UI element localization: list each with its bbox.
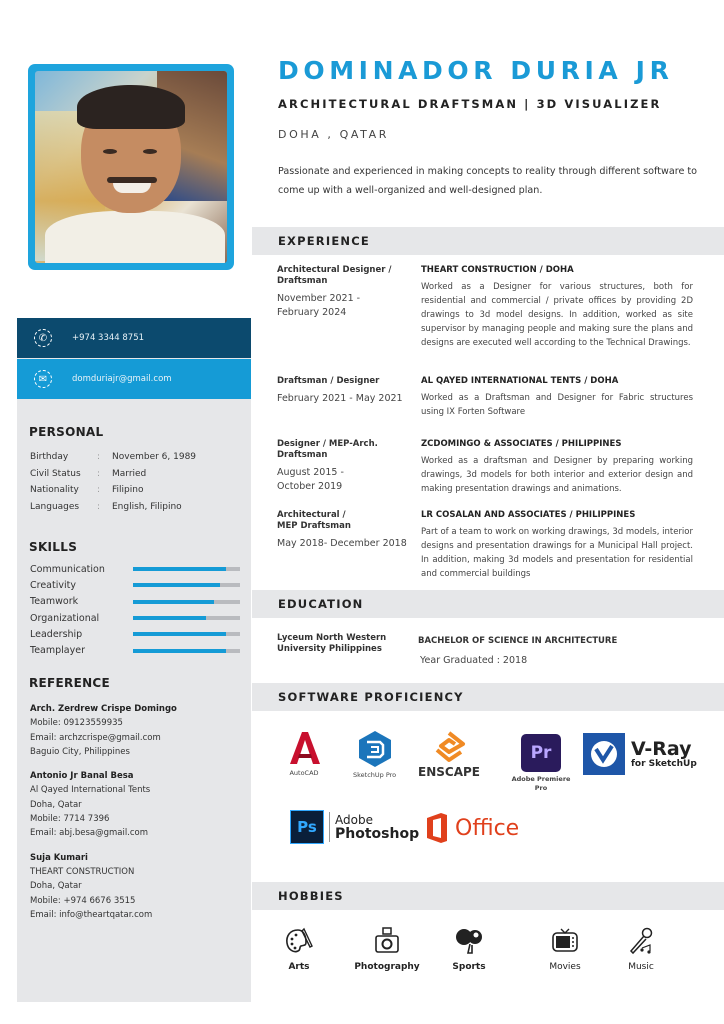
experience-heading: EXPERIENCE [278,234,370,248]
skill-bar [133,632,240,636]
reference-line: THEART CONSTRUCTION [30,866,135,877]
hobby-label: Arts [288,962,310,972]
reference-entry [30,702,177,759]
education-heading: EDUCATION [278,597,364,611]
skill-name: Teamplayer [30,645,85,657]
hobbies-section-header [252,882,724,910]
candidate-title: ARCHITECTURAL DRAFTSMAN | 3D VISUALIZER [278,97,662,111]
experience-role: Designer / MEP-Arch. Draftsman [277,439,378,460]
experience-entry [277,510,717,581]
experience-company: THEART CONSTRUCTION / DOHA [421,265,574,275]
experience-company: ZCDOMINGO & ASSOCIATES / PHILIPPINES [421,439,622,449]
experience-role: Architectural Designer / Draftsman [277,265,392,286]
phone-number[interactable]: +974 3344 8751 [72,333,145,343]
software-label: Adobe Premiere Pro [511,775,571,792]
skill-name: Leadership [30,628,83,640]
personal-list [30,449,196,515]
separator: : [97,485,101,496]
experience-dates: February 2021 - May 2021 [277,393,403,404]
phone-icon: ✆ [34,329,52,347]
skill-bar [133,649,240,653]
software-label: AutoCAD [289,769,319,777]
skill-bar-fill [133,600,214,604]
education-section-header [252,590,724,618]
hobby-music [606,926,676,972]
personal-row [30,449,196,466]
skill-bar-fill [133,649,226,653]
personal-value: English, Filipino [112,501,182,512]
autocad-logo-icon [286,730,322,766]
software-label: V-Ray [631,738,692,760]
sketchup-logo-icon [356,730,394,768]
skill-name: Communication [30,563,105,575]
skill-bar [133,567,240,571]
palette-icon [284,926,314,956]
hobby-label: Photography [354,962,420,972]
reference-heading: REFERENCE [29,676,111,690]
experience-section-header [252,227,724,255]
software-label: ENSCAPE [418,765,480,779]
software-photoshop [290,810,419,844]
software-label: SketchUp Pro [353,771,397,779]
personal-value: November 6, 1989 [112,452,197,463]
software-label: Office [455,815,520,841]
reference-name: Arch. Zerdrew Crispe Domingo [30,704,177,714]
reference-line: Mobile: +974 6676 3515 [30,895,136,906]
skills-heading: SKILLS [29,540,78,554]
experience-entry [277,439,717,496]
contact-email-row [17,359,251,399]
software-heading: SOFTWARE PROFICIENCY [278,690,464,704]
tv-icon [550,926,580,956]
software-sublabel: for SketchUp [631,759,697,769]
skill-row [30,642,240,658]
skill-name: Creativity [30,579,76,591]
experience-company: LR COSALAN AND ASSOCIATES / PHILIPPINES [421,510,636,520]
personal-label: Nationality [30,485,79,496]
experience-description: Worked as a Draftsman and Designer for Fabric structures using IX Forten Software [421,393,693,417]
separator: : [97,452,101,463]
software-label: Adobe [335,813,373,827]
skill-row [30,626,240,642]
candidate-name: DOMINADOR DURIA JR [278,56,674,85]
skill-bar [133,583,240,587]
reference-name: Antonio Jr Banal Besa [30,771,134,782]
software-enscape [418,730,480,777]
personal-row [30,482,196,499]
experience-entry [277,265,717,350]
reference-entry [30,851,177,922]
skill-row [30,610,240,626]
reference-line: Doha, Qatar [30,881,82,892]
software-sublabel: Photoshop [335,826,420,842]
experience-dates: May 2018- December 2018 [277,538,407,549]
personal-row [30,466,196,483]
reference-line: Al Qayed International Tents [30,785,151,796]
separator: : [97,468,101,479]
contact-phone-row [17,318,251,358]
experience-role: Draftsman / Designer [277,376,380,386]
experience-dates: November 2021 - February 2024 [277,293,361,318]
reference-list [30,702,177,932]
hobby-arts [264,926,334,972]
skill-name: Teamwork [30,596,79,608]
profile-photo [35,71,227,263]
personal-value: Filipino [112,485,144,496]
skill-bar-fill [133,567,226,571]
experience-description: Worked as a draftsman and Designer by preparing working drawings, 3d models for both interior and exterior design and making presentation drawings and animations. [421,456,693,494]
reference-name: Suja Kumari [30,852,88,863]
skill-row [30,594,240,610]
experience-description: Part of a team to work on working drawings, 3d models, interior designs and presentation drawings for a Municipal Hall project. In addition, making 3d models and presentation for residential and commercial buildings [421,527,693,579]
hobby-label: Music [628,962,654,972]
personal-value: Married [112,468,147,479]
software-vray [583,733,697,775]
education-school: Lyceum North Western University Philippines [277,633,387,654]
hobby-label: Movies [549,962,581,972]
microphone-icon [626,926,656,956]
ping-pong-icon [454,926,484,956]
summary-text: Passionate and experienced in making concepts to reality through different software to come up with a well-organized and well-designed plan. [278,166,698,196]
hobby-photography [352,926,422,972]
skill-bar [133,600,240,604]
personal-row [30,499,196,516]
skill-row [30,561,240,577]
personal-label: Civil Status [30,468,81,479]
skill-bar-fill [133,616,206,620]
reference-line: Mobile: 7714 7396 [30,814,110,825]
email-icon: ✉ [34,370,52,388]
reference-line[interactable]: Email: archzcrispe@gmail.com [30,732,161,743]
reference-line: Doha, Qatar [30,799,82,810]
profile-photo-frame [28,64,234,270]
reference-entry [30,769,177,840]
software-office [425,812,519,844]
experience-company: AL QAYED INTERNATIONAL TENTS / DOHA [421,376,619,386]
software-section-header [252,683,724,711]
email-address[interactable]: domduriajr@gmail.com [72,374,172,384]
skill-bar [133,616,240,620]
enscape-logo-icon [431,730,467,766]
skill-name: Organizational [30,612,100,624]
candidate-location: DOHA , QATAR [278,128,389,141]
premiere-logo-icon: Pr [521,734,561,772]
office-logo-icon [425,812,449,844]
camera-icon [372,926,402,956]
separator: : [97,501,101,512]
software-sketchup [353,730,396,780]
photoshop-logo-icon: Ps [290,810,324,844]
vray-logo-icon [583,733,625,775]
reference-line[interactable]: Email: info@theartqatar.com [30,909,153,920]
experience-dates: August 2015 - October 2019 [277,467,344,492]
personal-heading: PERSONAL [29,425,104,439]
software-premiere [511,734,571,793]
skills-list [30,561,240,659]
experience-role: Architectural / MEP Draftsman [277,510,351,531]
skill-row [30,577,240,593]
software-autocad [286,730,322,778]
education-entry [277,633,617,666]
skill-bar-fill [133,583,220,587]
reference-line: Baguio City, Philippines [30,746,130,757]
education-degree: BACHELOR OF SCIENCE IN ARCHITECTURE [418,636,618,646]
education-year: Year Graduated : 2018 [420,655,528,666]
experience-entry [277,376,717,419]
personal-label: Languages [30,501,80,512]
experience-description: Worked as a Designer for various structures, both for residential and commercial / private offices by providing 2D drawings to 3d model designs. In addition, worked as site supervisor by managing people and making sure the plans and designs are executed well according to the Technical Drawings. [421,282,693,348]
skill-bar-fill [133,632,226,636]
reference-line[interactable]: Email: abj.besa@gmail.com [30,828,149,839]
hobby-movies [530,926,600,972]
hobbies-heading: HOBBIES [278,889,344,903]
hobby-label: Sports [452,962,486,972]
reference-line: Mobile: 09123559935 [30,718,123,729]
hobby-sports [434,926,504,972]
personal-label: Birthday [30,452,69,463]
